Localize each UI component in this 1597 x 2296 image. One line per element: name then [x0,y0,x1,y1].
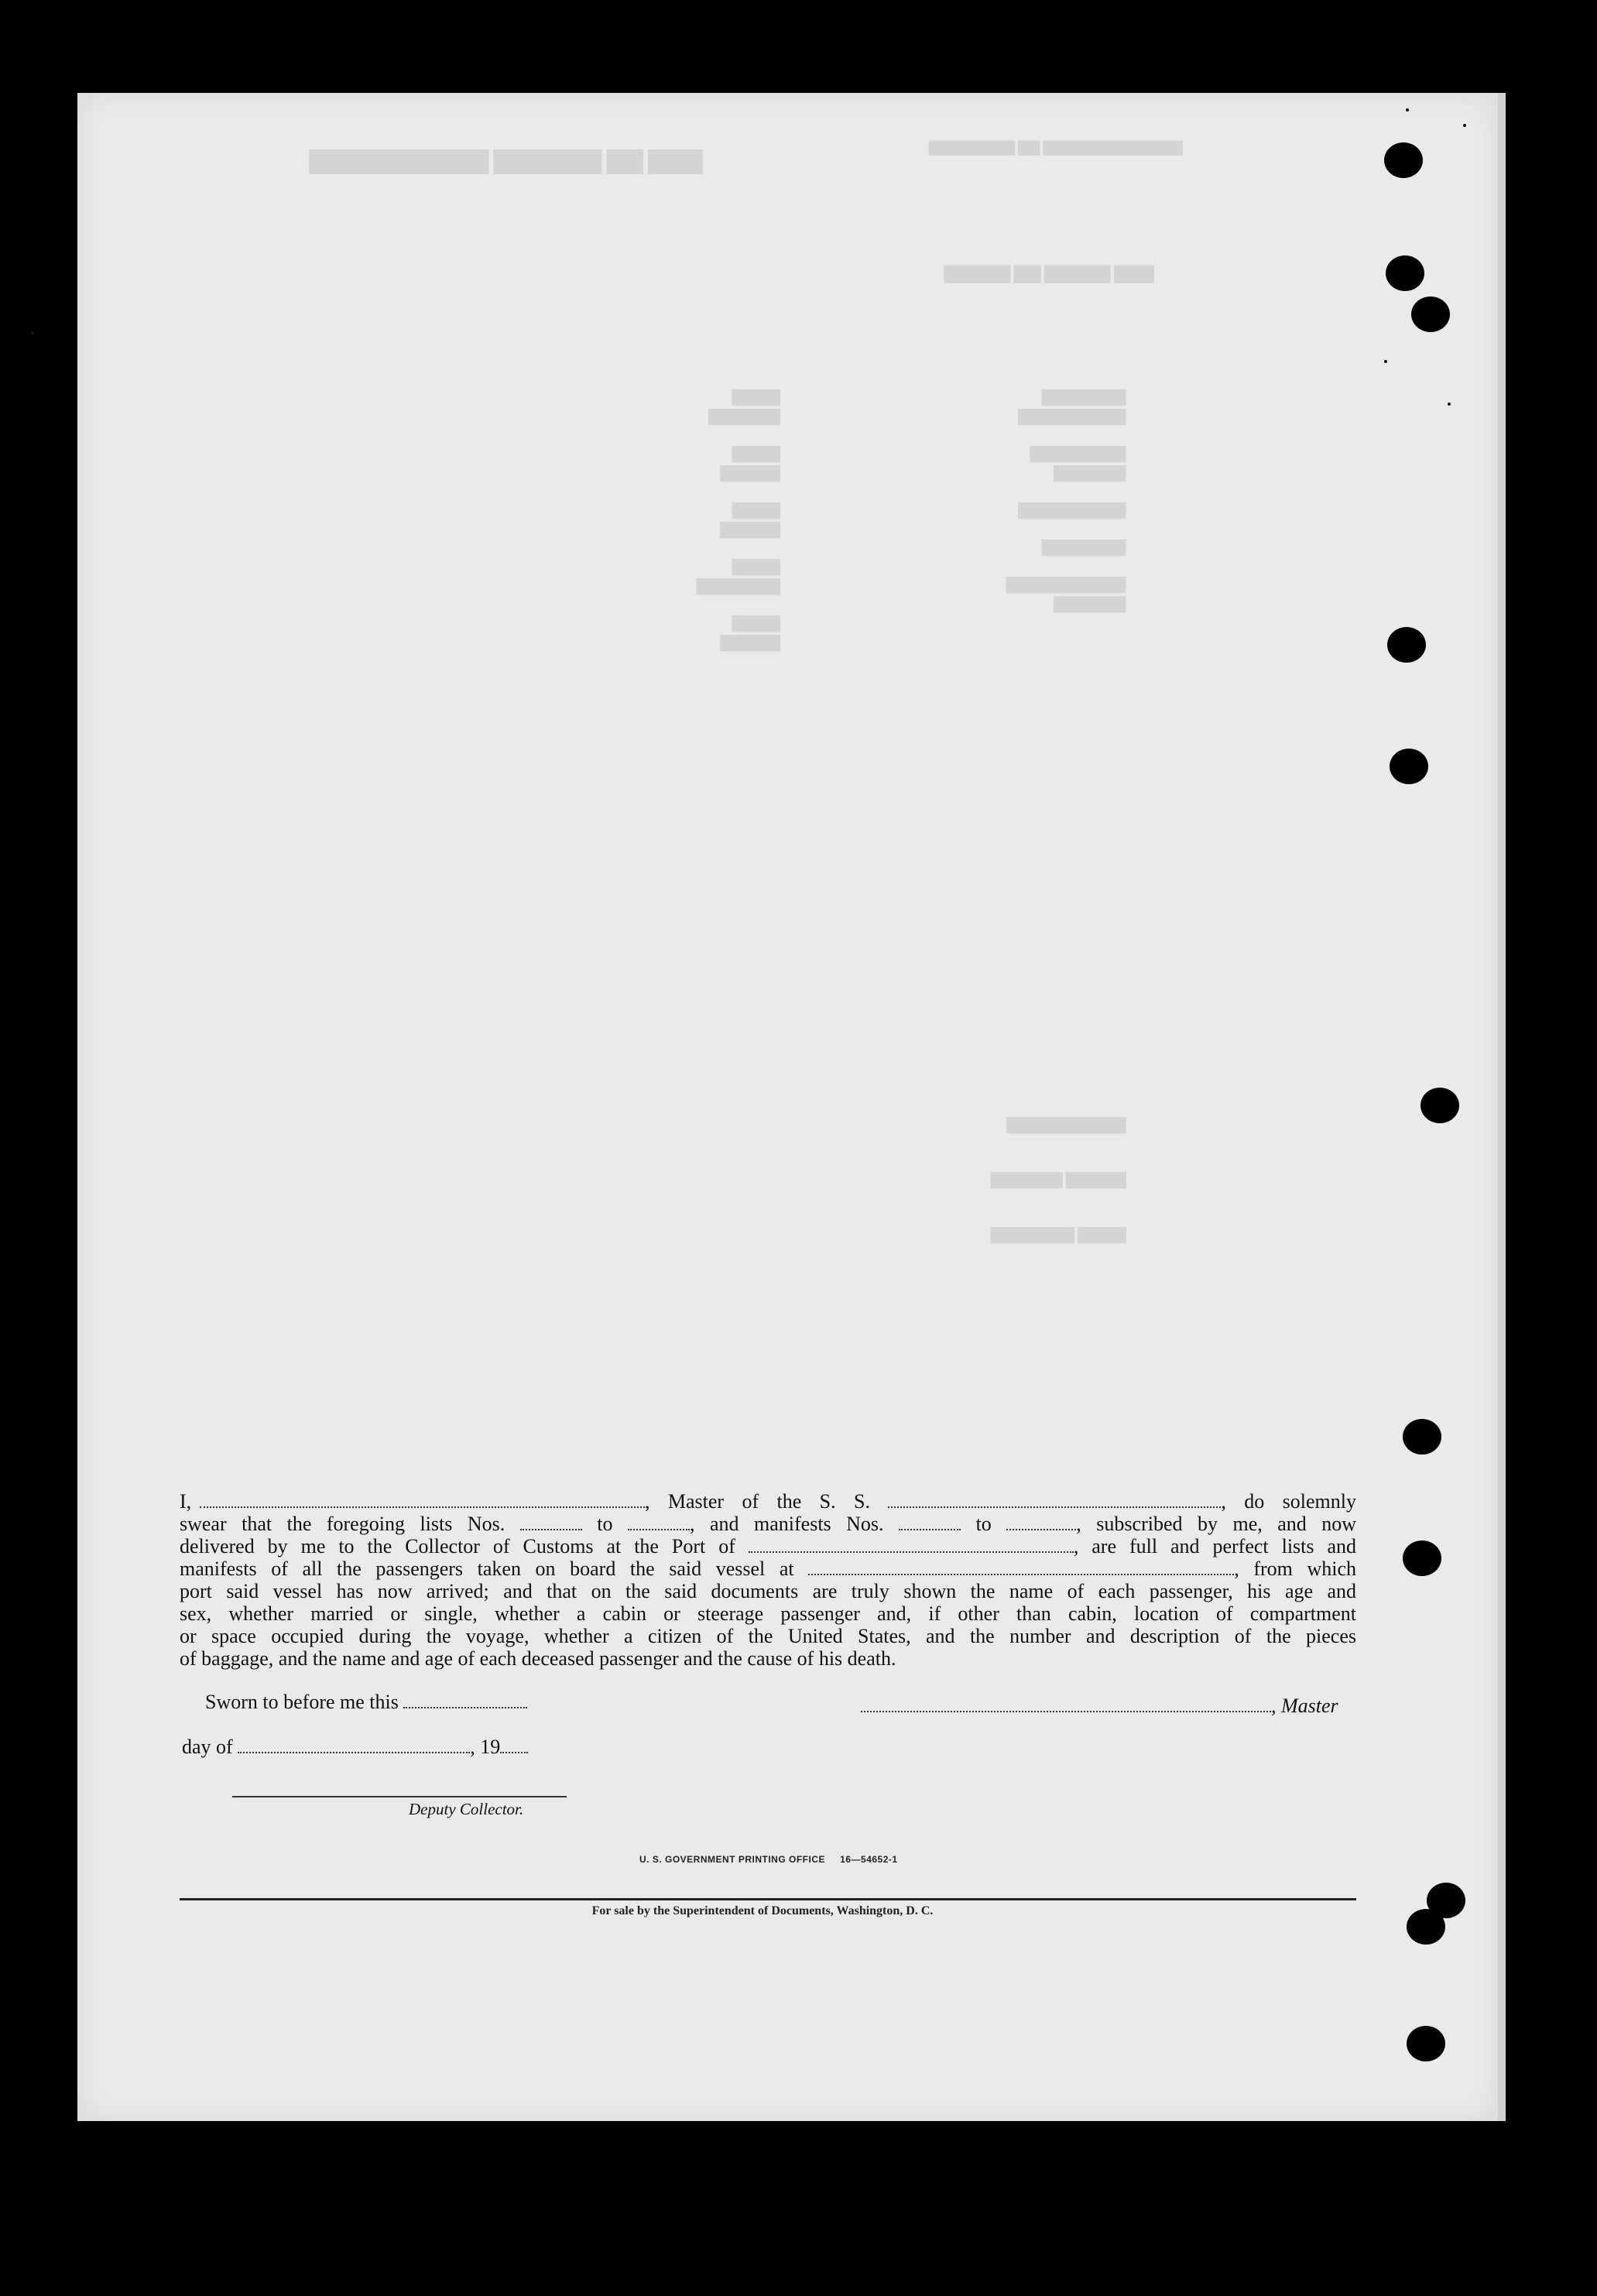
deputy-collector-label: Deputy Collector. [409,1800,524,1818]
punch-hole [1384,142,1423,178]
list-to-blank [628,1515,690,1530]
bleed-through-texture: ▇▇▇ ▇▇ ▇▇▇▇▇▇ ▇▇▇▇▇▇▇▇▇▇ [310,148,702,173]
year-blank [500,1738,528,1753]
year-prefix: , 19 [470,1736,501,1758]
oath-text: , are full and perfect lists and [1073,1535,1356,1558]
master-label: , Master [1271,1695,1338,1717]
punch-hole [1386,255,1424,291]
deputy-signature-line [232,1796,567,1797]
oath-text: , subscribed by me, and now [1076,1513,1357,1535]
page-edge [1498,93,1506,2121]
oath-line [180,1513,1356,1535]
punch-hole [1387,627,1426,663]
speck [1384,360,1387,363]
oath-line: or space occupied during the voyage, whether a citizen of the United States, and the number and description of the pieces [180,1625,1356,1647]
master-signature-blank [861,1697,1271,1712]
oath-line [180,1558,1356,1580]
speck [1448,403,1451,406]
oath-line [180,1535,1356,1558]
list-from-blank [520,1515,582,1530]
bleed-through-texture: ▇▇▇▇▇▇▇▇▇▇▇▇▇ ▇▇ ▇▇▇▇▇▇▇▇ [929,139,1183,155]
port-blank [749,1537,1074,1553]
oath-text: , Master of the S. S. [645,1490,870,1513]
speck [1463,124,1466,127]
punch-hole [1407,2026,1445,2061]
boarding-port-blank [808,1560,1234,1575]
document-page [77,93,1498,2121]
oath-paragraph [180,1490,1356,1670]
master-name-blank [200,1492,645,1508]
oath-text: manifests of all the passengers taken on board the said vessel at [180,1558,794,1580]
day-of-row [182,1736,528,1759]
footer-rule [180,1898,1356,1900]
oath-text: , do solemnly [1221,1490,1356,1513]
punch-hole [1421,1088,1459,1123]
oath-text: swear that the foregoing lists Nos. [180,1513,505,1535]
speck [1406,108,1409,111]
punch-hole [1403,1540,1441,1576]
manifest-from-blank [899,1515,961,1530]
manifest-to-blank [1006,1515,1076,1530]
oath-text: , from which [1234,1558,1356,1580]
oath-text: delivered by me to the Collector of Customs at the Port of [180,1535,735,1558]
bleed-through-texture: ▇▇▇▇ ▇▇▇▇▇▇ ▇▇▇▇ ▇▇▇▇▇ ▇▇▇▇ ▇▇▇▇▇ ▇▇▇▇ ▇▇▇▇▇▇▇ ▇▇▇▇ ▇▇▇▇▇ [697,389,780,651]
master-signature-row [861,1695,1338,1718]
sworn-row [205,1691,527,1714]
speck [31,331,34,334]
punch-hole [1403,1419,1441,1455]
sworn-label: Sworn to before me this [205,1691,399,1713]
oath-text: I, [180,1490,192,1513]
for-sale-notice: For sale by the Superintendent of Documents, Washington, D. C. [591,1904,934,1917]
oath-line: port said vessel has now arrived; and that on the said documents are truly shown the name of each passenger, his age and [180,1580,1356,1602]
day-of-label: day of [182,1736,233,1758]
oath-line [180,1490,1356,1513]
printing-office-imprint: U. S. GOVERNMENT PRINTING OFFICE 16—54652-1 [639,1854,898,1865]
oath-line: of baggage, and the name and age of each deceased passenger and the cause of his death. [180,1647,896,1670]
sworn-day-blank [403,1693,527,1708]
bleed-through-texture: ▇▇▇ ▇▇▇▇▇ ▇▇ ▇▇▇▇▇ [944,263,1154,283]
oath-text: to [597,1513,613,1535]
punch-hole [1390,749,1428,784]
punch-hole [1411,296,1450,332]
oath-line: sex, whether married or single, whether a cabin or steerage passenger and, if other than cabin, location of compartment [180,1602,1356,1625]
bleed-through-texture: ▇▇▇▇▇▇▇ ▇▇▇▇▇▇▇▇▇ ▇▇▇▇▇▇▇▇ ▇▇▇▇▇▇ ▇▇▇▇▇▇▇▇▇ ▇▇▇▇▇▇▇ ▇▇▇▇▇▇▇▇▇▇ ▇▇▇▇▇▇ [1006,389,1126,612]
month-blank [238,1738,470,1753]
oath-text: , and manifests Nos. [689,1513,884,1535]
vessel-name-blank [888,1492,1221,1508]
bleed-through-texture: ▇▇▇▇▇▇▇▇▇▇ ▇▇▇▇▇ ▇▇▇▇▇▇ ▇▇▇▇ ▇▇▇▇▇▇▇ [991,1116,1126,1243]
oath-text: to [975,1513,992,1535]
